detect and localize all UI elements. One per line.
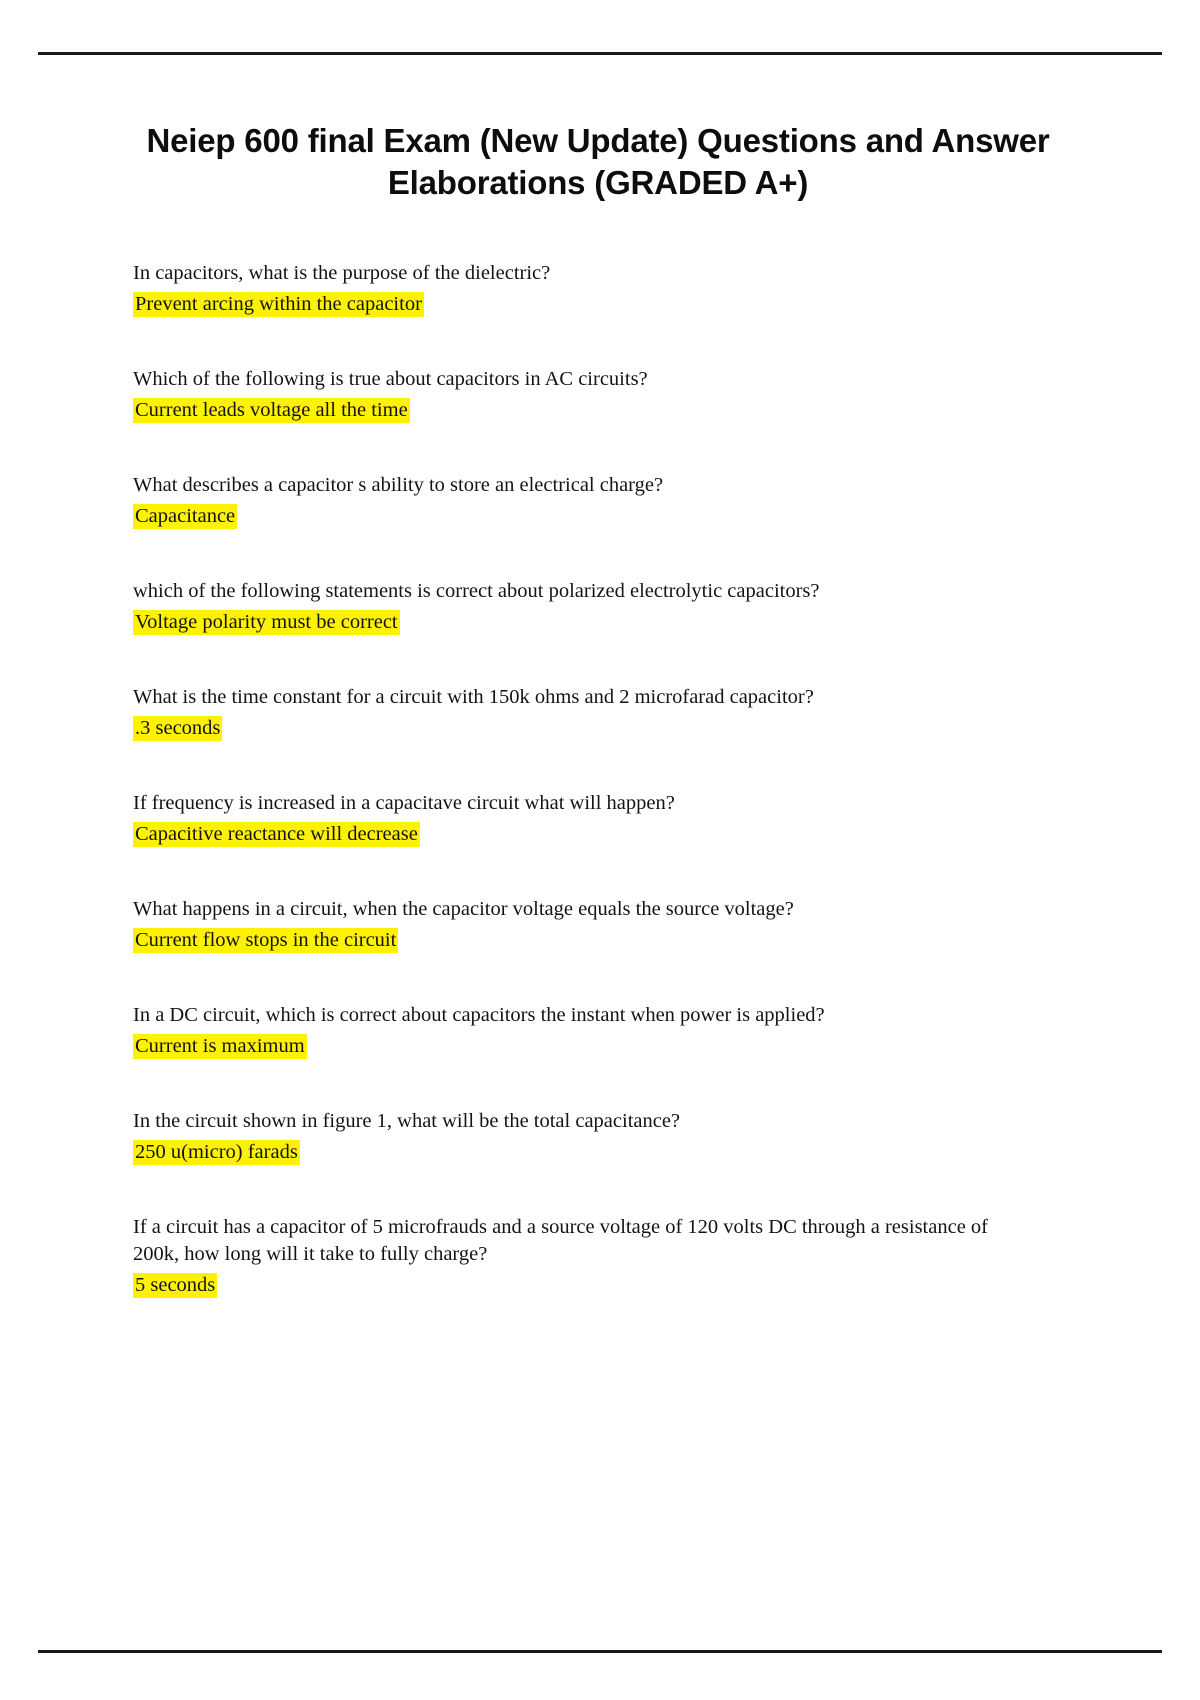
answer-highlight: .3 seconds [135, 717, 221, 739]
qa-item [133, 1108, 1063, 1166]
qa-item [133, 260, 1063, 318]
answer-line [133, 1033, 1063, 1060]
header-divider-rule [38, 52, 1162, 55]
answer-line [133, 397, 1063, 424]
qa-item [133, 578, 1063, 636]
answer-highlight: Capacitance [135, 505, 236, 527]
answer-highlight: 250 u(micro) farads [135, 1141, 298, 1163]
qa-list [133, 260, 1063, 1299]
answer-line [133, 1139, 1063, 1166]
answer-highlight: Current is maximum [135, 1035, 305, 1057]
answer-highlight: Prevent arcing within the capacitor [135, 293, 422, 315]
answer-line [133, 609, 1063, 636]
answer-line [133, 291, 1063, 318]
question-text: Which of the following is true about capacitors in AC circuits? [133, 368, 648, 390]
answer-highlight: Current leads voltage all the time [135, 399, 408, 421]
question-text: If a circuit has a capacitor of 5 microfrauds and a source voltage of 120 volts DC through a resistance of 200k, how long will it take to fully charge? [133, 1216, 989, 1265]
question-text: If frequency is increased in a capacitave circuit what will happen? [133, 792, 675, 814]
answer-line [133, 715, 1063, 742]
question-text: In capacitors, what is the purpose of the dielectric? [133, 262, 551, 284]
footer-divider-rule [38, 1650, 1162, 1653]
qa-item [133, 1002, 1063, 1060]
answer-line [133, 503, 1063, 530]
answer-highlight: Voltage polarity must be correct [135, 611, 398, 633]
qa-item [133, 366, 1063, 424]
answer-highlight: Capacitive reactance will decrease [135, 823, 418, 845]
answer-highlight: 5 seconds [135, 1274, 216, 1296]
question-text: which of the following statements is correct about polarized electrolytic capacitors? [133, 580, 820, 602]
question-text: What is the time constant for a circuit with 150k ohms and 2 microfarad capacitor? [133, 686, 814, 708]
question-text: In a DC circuit, which is correct about capacitors the instant when power is applied? [133, 1004, 825, 1026]
qa-item [133, 790, 1063, 848]
answer-line [133, 1272, 1063, 1299]
answer-highlight: Current flow stops in the circuit [135, 929, 397, 951]
document-content [133, 120, 1063, 1347]
question-text: What happens in a circuit, when the capacitor voltage equals the source voltage? [133, 898, 794, 920]
qa-item [133, 1214, 1063, 1299]
question-text: What describes a capacitor s ability to store an electrical charge? [133, 474, 664, 496]
answer-line [133, 927, 1063, 954]
answer-line [133, 821, 1063, 848]
question-text: In the circuit shown in figure 1, what will be the total capacitance? [133, 1110, 681, 1132]
qa-item [133, 472, 1063, 530]
page-title: Neiep 600 final Exam (New Update) Questions and Answer Elaborations (GRADED A+) [146, 122, 1050, 201]
qa-item [133, 896, 1063, 954]
qa-item [133, 684, 1063, 742]
